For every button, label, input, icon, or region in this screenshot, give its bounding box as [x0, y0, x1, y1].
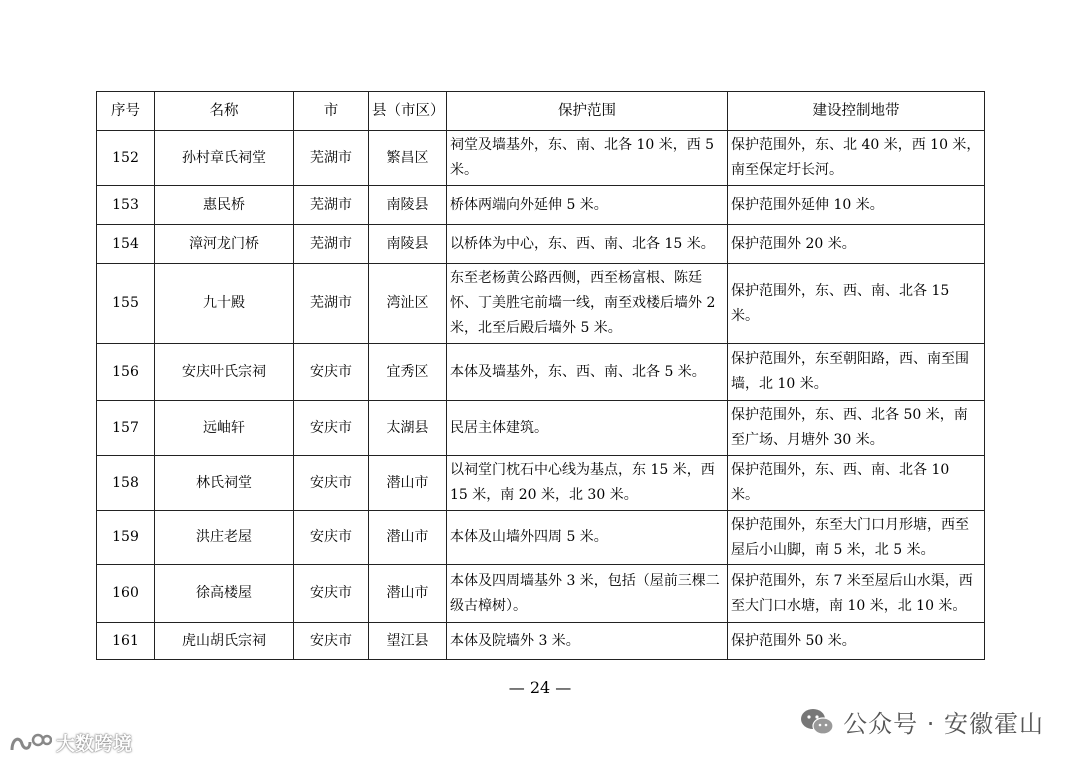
cell-no: 152 [97, 131, 155, 186]
cell-county: 潜山市 [369, 456, 447, 511]
cell-name: 安庆叶氏宗祠 [155, 344, 294, 401]
dashuju-logo-icon [8, 730, 52, 756]
cell-zone: 保护范围外，东、西、南、北各 15 米。 [728, 264, 985, 344]
header-county: 县（市区） [369, 92, 447, 131]
header-protection-scope: 保护范围 [447, 92, 728, 131]
cell-name: 九十殿 [155, 264, 294, 344]
cell-scope: 桥体两端向外延伸 5 米。 [447, 186, 728, 225]
cell-city: 芜湖市 [294, 225, 369, 264]
cell-scope: 本体及四周墙基外 3 米，包括（屋前三棵二级古樟树）。 [447, 565, 728, 623]
cell-city: 芜湖市 [294, 264, 369, 344]
table-row [97, 186, 985, 225]
cell-name: 漳河龙门桥 [155, 225, 294, 264]
header-city: 市 [294, 92, 369, 131]
table-row [97, 401, 985, 456]
cell-zone: 保护范围外，东至朝阳路，西、南至围墙，北 10 米。 [728, 344, 985, 401]
table-row [97, 511, 985, 565]
cell-zone: 保护范围外，东、西、北各 50 米，南至广场、月塘外 30 米。 [728, 401, 985, 456]
cell-county: 潜山市 [369, 511, 447, 565]
wechat-watermark-text: 公众号 · 安徽霍山 [843, 710, 1044, 738]
cell-no: 156 [97, 344, 155, 401]
table-row [97, 623, 985, 660]
cell-city: 芜湖市 [294, 186, 369, 225]
header-no: 序号 [97, 92, 155, 131]
cell-scope: 本体及院墙外 3 米。 [447, 623, 728, 660]
cell-county: 湾沚区 [369, 264, 447, 344]
cell-no: 161 [97, 623, 155, 660]
table-row [97, 565, 985, 623]
cell-scope: 以祠堂门枕石中心线为基点，东 15 米，西 15 米，南 20 米，北 30 米。 [447, 456, 728, 511]
cell-no: 159 [97, 511, 155, 565]
header-control-zone: 建设控制地带 [728, 92, 985, 131]
cell-zone: 保护范围外，东、北 40 米，西 10 米，南至保定圩长河。 [728, 131, 985, 186]
cell-city: 安庆市 [294, 456, 369, 511]
cell-county: 太湖县 [369, 401, 447, 456]
header-name: 名称 [155, 92, 294, 131]
cell-county: 南陵县 [369, 225, 447, 264]
cell-scope: 本体及山墙外四周 5 米。 [447, 511, 728, 565]
table-row [97, 456, 985, 511]
cell-zone: 保护范围外延伸 10 米。 [728, 186, 985, 225]
cell-name: 虎山胡氏宗祠 [155, 623, 294, 660]
cell-city: 芜湖市 [294, 131, 369, 186]
cell-county: 繁昌区 [369, 131, 447, 186]
cell-name: 孙村章氏祠堂 [155, 131, 294, 186]
page-number: — 24 — [508, 678, 572, 697]
cell-scope: 本体及墙基外，东、西、南、北各 5 米。 [447, 344, 728, 401]
table-row [97, 131, 985, 186]
cell-city: 安庆市 [294, 565, 369, 623]
cell-name: 徐高楼屋 [155, 565, 294, 623]
cell-city: 安庆市 [294, 401, 369, 456]
wechat-watermark [799, 704, 1044, 739]
cell-county: 望江县 [369, 623, 447, 660]
cell-scope: 东至老杨黄公路西侧，西至杨富根、陈廷怀、丁美胜宅前墙一线，南至戏楼后墙外 2 米，北至后殿后墙外 5 米。 [447, 264, 728, 344]
table-row [97, 225, 985, 264]
cell-zone: 保护范围外 50 米。 [728, 623, 985, 660]
wechat-icon [799, 707, 835, 737]
cell-no: 154 [97, 225, 155, 264]
cell-county: 南陵县 [369, 186, 447, 225]
brand-watermark-text: 大数跨境 [56, 733, 133, 755]
table-row [97, 344, 985, 401]
cell-scope: 以桥体为中心，东、西、南、北各 15 米。 [447, 225, 728, 264]
brand-watermark [8, 729, 132, 756]
cell-no: 155 [97, 264, 155, 344]
cell-zone: 保护范围外 20 米。 [728, 225, 985, 264]
cell-name: 洪庄老屋 [155, 511, 294, 565]
table-header-row [97, 92, 985, 131]
cell-name: 惠民桥 [155, 186, 294, 225]
cell-city: 安庆市 [294, 344, 369, 401]
cell-scope: 祠堂及墙基外，东、南、北各 10 米，西 5 米。 [447, 131, 728, 186]
cell-no: 153 [97, 186, 155, 225]
cell-zone: 保护范围外，东至大门口月形塘，西至屋后小山脚，南 5 米，北 5 米。 [728, 511, 985, 565]
table-row [97, 264, 985, 344]
cell-county: 宜秀区 [369, 344, 447, 401]
protection-table [96, 91, 985, 660]
cell-no: 158 [97, 456, 155, 511]
cell-name: 林氏祠堂 [155, 456, 294, 511]
cell-zone: 保护范围外，东、西、南、北各 10 米。 [728, 456, 985, 511]
cell-city: 安庆市 [294, 511, 369, 565]
cell-zone: 保护范围外，东 7 米至屋后山水渠，西至大门口水塘，南 10 米，北 10 米。 [728, 565, 985, 623]
cell-scope: 民居主体建筑。 [447, 401, 728, 456]
cell-no: 160 [97, 565, 155, 623]
cell-county: 潜山市 [369, 565, 447, 623]
cell-city: 安庆市 [294, 623, 369, 660]
cell-name: 远岫轩 [155, 401, 294, 456]
cell-no: 157 [97, 401, 155, 456]
